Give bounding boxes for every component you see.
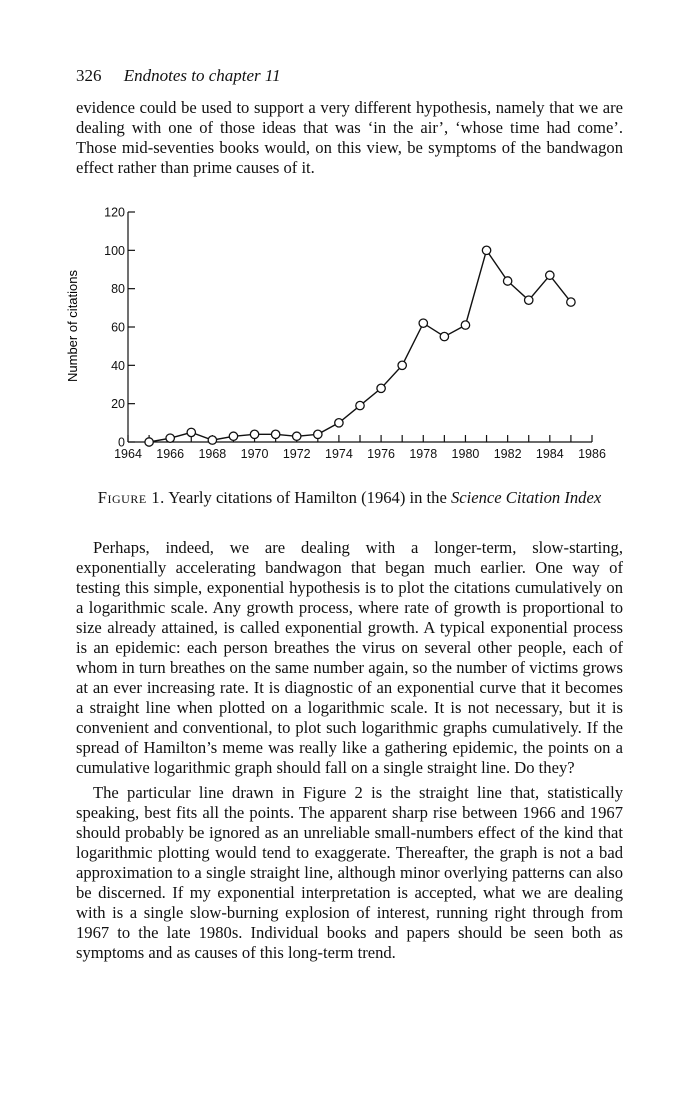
data-point [356, 401, 364, 409]
data-point [208, 436, 216, 444]
data-point [377, 384, 385, 392]
body-paragraph-2 [76, 538, 623, 778]
x-axis-ticks [114, 435, 606, 461]
data-point [440, 332, 448, 340]
y-tick-label: 80 [111, 282, 125, 297]
data-point [271, 430, 279, 438]
y-axis-label: Number of citations [65, 270, 80, 382]
y-tick-label: 20 [111, 397, 125, 412]
x-tick-label: 1966 [156, 447, 185, 461]
x-tick-label: 1986 [578, 447, 606, 461]
data-point [546, 271, 554, 279]
data-point [229, 432, 237, 440]
data-point [166, 434, 174, 442]
running-title: Endnotes to chapter 11 [123, 66, 281, 85]
data-point [503, 277, 511, 285]
data-point [525, 296, 533, 304]
body-paragraph-3: The particular line drawn in Figure 2 is the straight line that, statistically speaking, best fits all the points. The apparent sharp rise between 1966 and 1967 should probably be ignored as an unreliable small-numbers effect of the kind that logarithmic plotting would tend to exaggerate. Thereafter, the graph is not a bad approximation to a single straight line, although minor overlying patterns can also be discerned. If my exponential interpretation is accepted, what we are dealing with is a single slow-burning explosion of interest, running right through from 1967 to the late 1980s. Individual books and papers should be seen both as symptoms and as causes of this long-term trend. [76, 783, 623, 962]
data-point [187, 428, 195, 436]
data-point [482, 246, 490, 254]
y-tick-label: 120 [104, 205, 125, 220]
paragraph-2-text: Perhaps, indeed, we are dealing with a longer-term, slow-starting, exponentially accelerating bandwagon that began much earlier. One way of testing this simple, exponential hypothesis is to plot the citations cumulatively on a logarithmic scale. Any growth process, where rate of growth is proportional to size already attained, is called exponential growth. A typical exponential process is an epidemic: each person breathes the virus on several other people, each of whom in turn breathes on the same number again, so the number of victims grows at an ever increasing rate. It is diagnostic of an exponential curve that it becomes a straight line when plotted on a logarithmic scale. It is not necessary, but it is convenient and conventional, to plot such logarithmic graphs cumulatively. If the spread of Hamilton’s meme was really like a gathering epidemic, the points on a cumulative logarithmic graph should fall on a single straight line. Do they? [76, 538, 623, 777]
x-tick-label: 1972 [282, 447, 311, 461]
x-tick-label: 1970 [240, 447, 269, 461]
data-point [335, 419, 343, 427]
data-point [398, 361, 406, 369]
data-point [250, 430, 258, 438]
x-tick-label: 1980 [451, 447, 480, 461]
y-tick-label: 60 [111, 320, 125, 335]
data-point [314, 430, 322, 438]
data-point [293, 432, 301, 440]
data-point [419, 319, 427, 327]
x-tick-label: 1978 [409, 447, 438, 461]
x-tick-label: 1964 [114, 447, 142, 461]
x-tick-label: 1984 [535, 447, 564, 461]
data-point [567, 298, 575, 306]
caption-text: Yearly citations of Hamilton (1964) in the [164, 488, 451, 507]
figure-label: Figure 1. [97, 488, 165, 507]
body-paragraph-1: evidence could be used to support a very different hypothesis, namely that we are dealing with one of those ideas that was ‘in the air’, ‘whose time had come’. Those mid-seventies books would, on this view, be symptoms of the bandwagon effect rather than prime causes of it. [76, 98, 623, 177]
x-tick-label: 1968 [198, 447, 227, 461]
caption-journal: Science Citation Index [450, 488, 602, 507]
y-tick-label: 40 [111, 358, 125, 373]
chart-series [145, 246, 575, 446]
x-tick-label: 1982 [493, 447, 522, 461]
citations-chart [50, 202, 620, 470]
x-tick-label: 1974 [325, 447, 353, 461]
data-point [145, 438, 153, 446]
page-number: 326 [76, 66, 102, 85]
x-tick-label: 1976 [367, 447, 395, 461]
data-point [461, 321, 469, 329]
y-axis-ticks [104, 206, 135, 450]
y-tick-label: 100 [104, 243, 125, 258]
running-head [76, 66, 281, 86]
figure-caption [76, 488, 623, 508]
y-tick-label: 0 [118, 435, 125, 450]
